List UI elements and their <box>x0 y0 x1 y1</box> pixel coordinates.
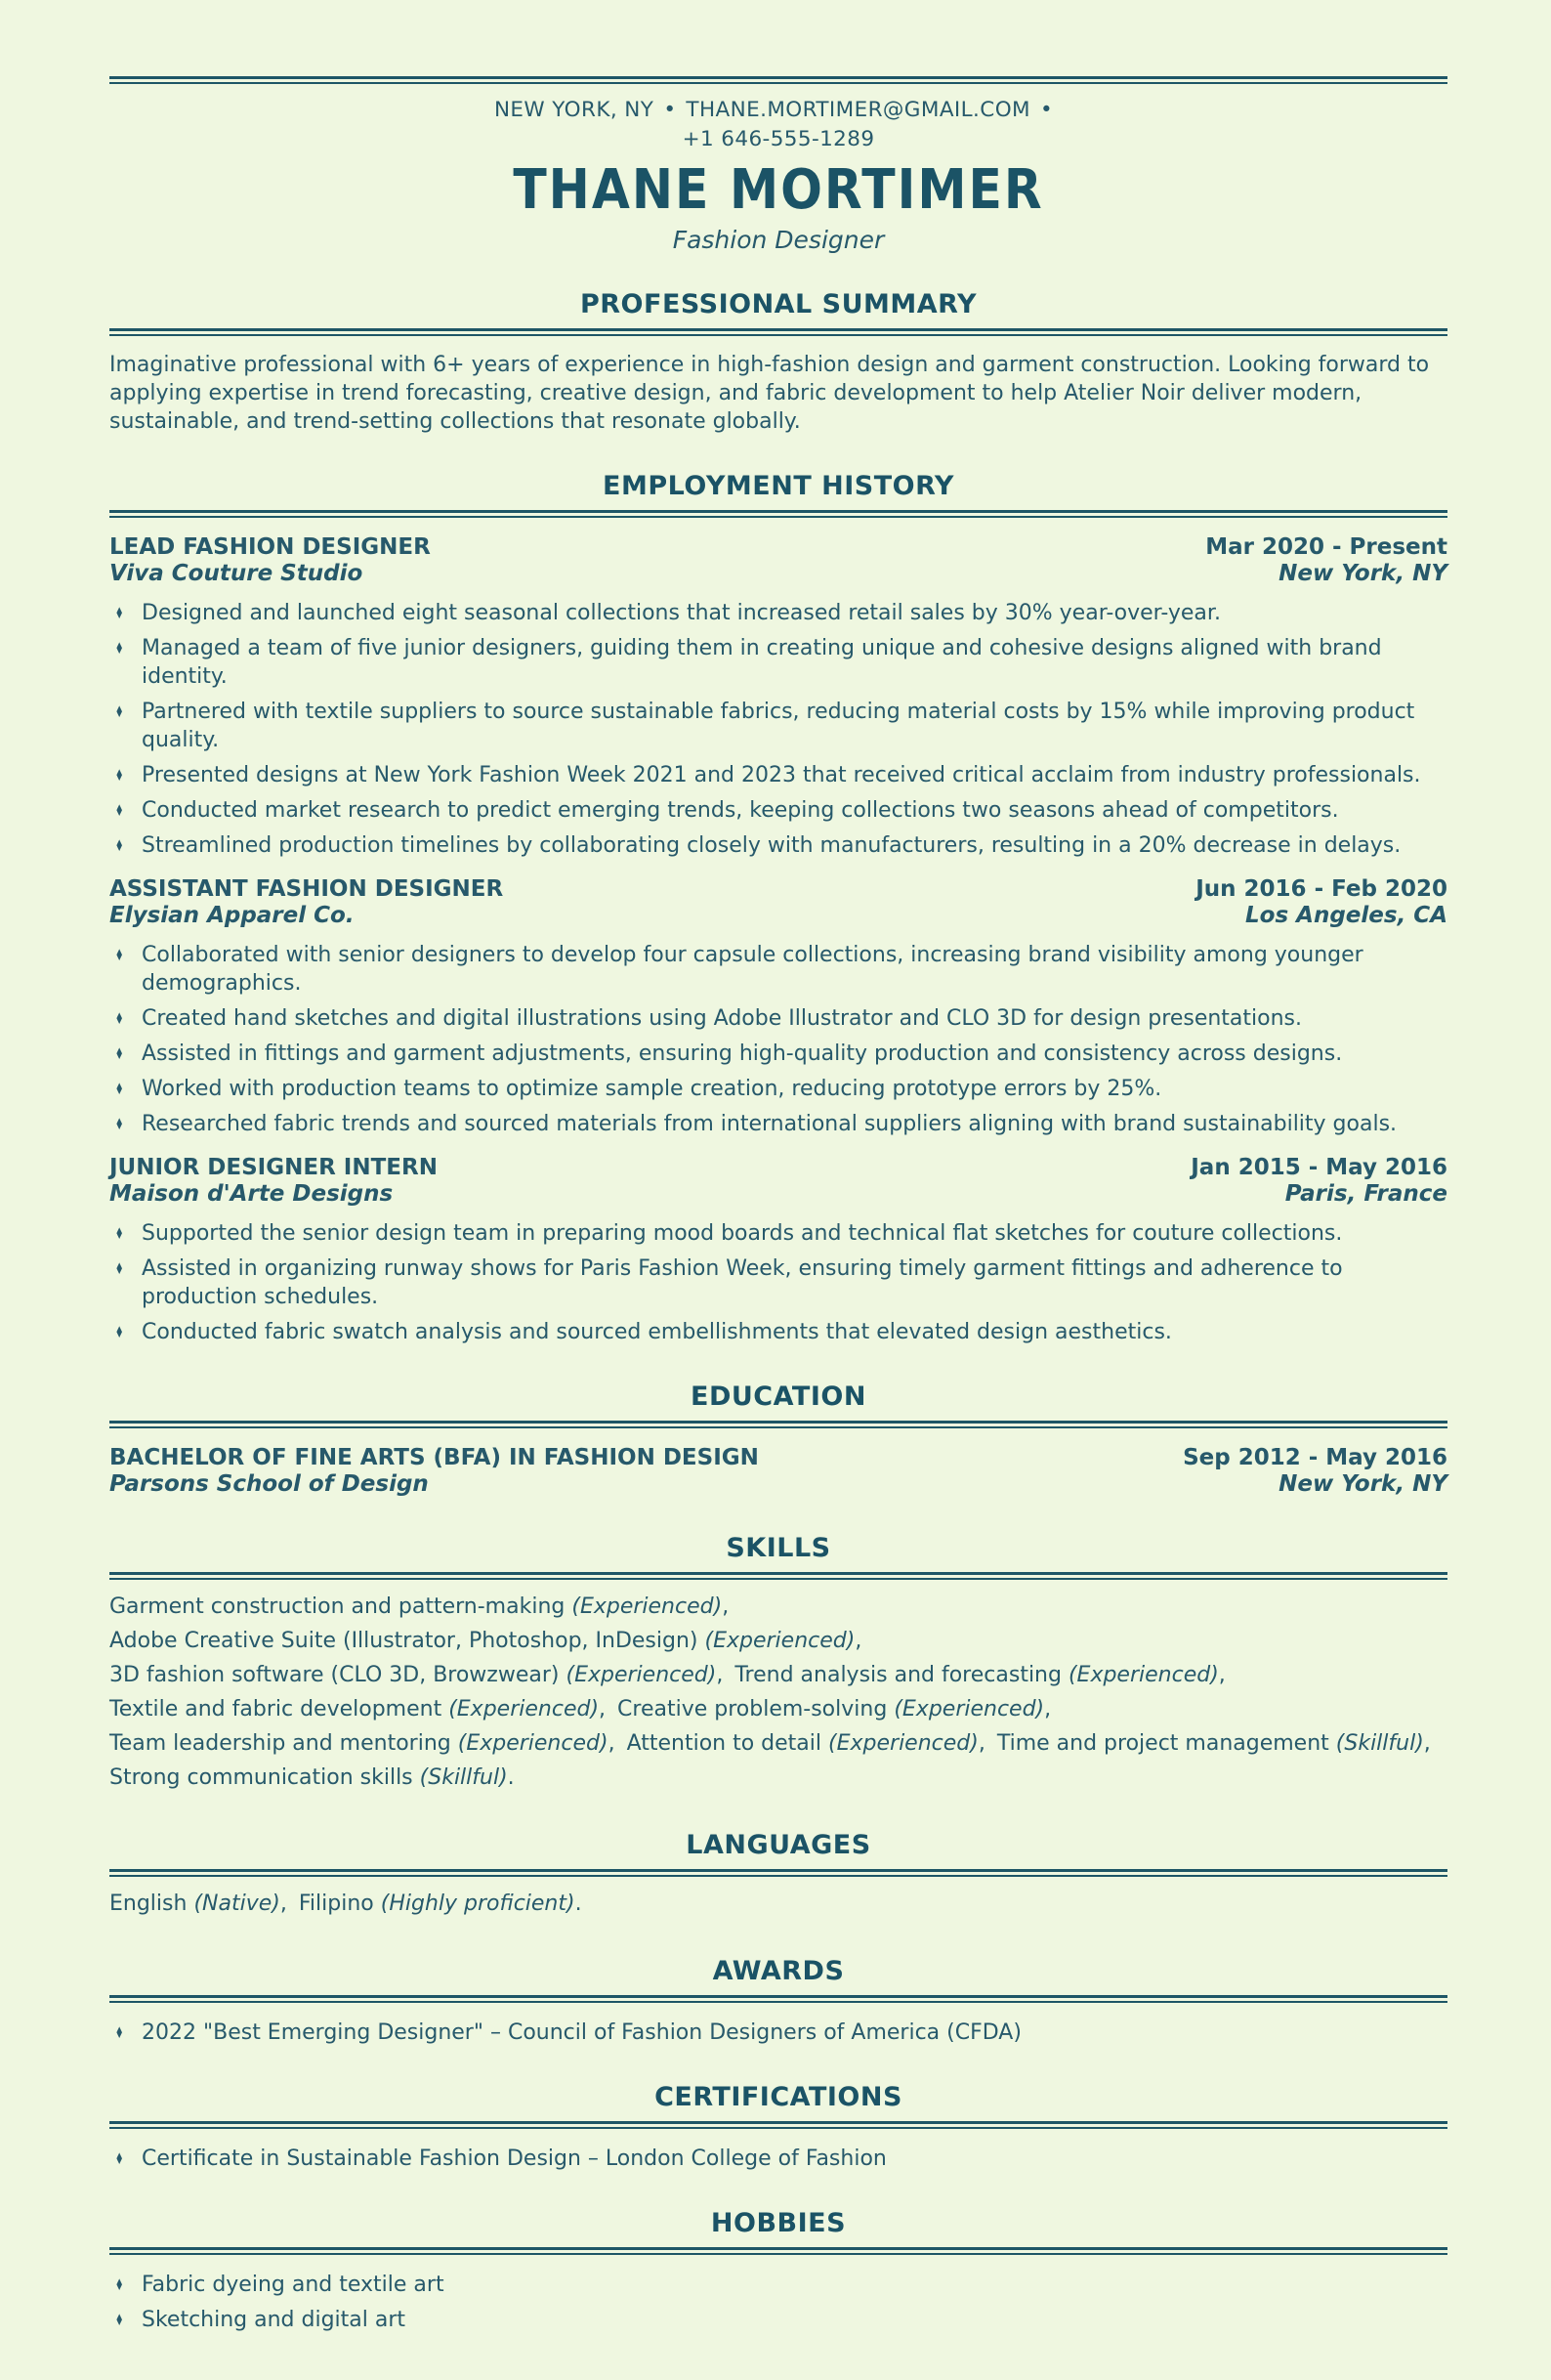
bullet-text: Assisted in organizing runway shows for Paris Fashion Week, ensuring timely garment fittings and adherence to production schedules. <box>142 1255 1343 1309</box>
language-name: English <box>109 1891 188 1916</box>
top-double-rule <box>109 76 1447 84</box>
language-separator: , <box>279 1891 287 1916</box>
skills-double-rule <box>109 1572 1447 1580</box>
education-double-rule <box>109 1421 1447 1428</box>
summary-double-rule <box>109 328 1447 336</box>
language-separator: . <box>574 1891 582 1916</box>
education-location: New York, NY <box>1279 1470 1447 1497</box>
skill-item <box>109 1624 861 1658</box>
contact-phone: +1 646-555-1289 <box>682 127 875 151</box>
diamond-bullet-icon: ♦ <box>114 945 124 964</box>
education-entry <box>109 1445 1447 1498</box>
bullet-text: Collaborated with senior designers to develop four capsule collections, increasing brand visibility among younger demographics. <box>142 942 1363 996</box>
skill-separator: , <box>722 1594 730 1619</box>
company-name: Viva Couture Studio <box>109 560 363 586</box>
bullet-text: Conducted fabric swatch analysis and sourced embellishments that elevated design aesthetics. <box>142 1319 1172 1344</box>
bullet-item <box>109 1040 1447 1068</box>
section-heading-certifications: CERTIFICATIONS <box>654 2081 902 2112</box>
skill-item <box>627 1726 985 1761</box>
diamond-bullet-icon: ♦ <box>114 1008 124 1028</box>
diamond-bullet-icon: ♦ <box>114 2310 124 2329</box>
bullet-text: Presented designs at New York Fashion Week 2021 and 2023 that received critical acclaim from industry professionals. <box>142 762 1421 787</box>
bullet-item <box>109 796 1447 825</box>
job-location: Paris, France <box>1284 1180 1447 1207</box>
diamond-bullet-icon: ♦ <box>114 800 124 820</box>
skill-separator: , <box>1423 1730 1431 1756</box>
skill-name: Garment construction and pattern-making <box>109 1594 566 1619</box>
bullet-item <box>109 2306 1447 2334</box>
diamond-bullet-icon: ♦ <box>114 2274 124 2294</box>
bullet-item <box>109 634 1447 691</box>
award-text: 2022 "Best Emerging Designer" – Council of Fashion Designers of America (CFDA) <box>142 2019 1022 2045</box>
job-dates: Mar 2020 - Present <box>1205 533 1447 560</box>
bullet-item <box>109 761 1447 789</box>
section-heading-skills: SKILLS <box>726 1532 831 1563</box>
skill-level: (Experienced) <box>828 1730 979 1756</box>
job-dates: Jun 2016 - Feb 2020 <box>1195 875 1447 902</box>
skill-name: Attention to detail <box>626 1730 822 1756</box>
hobby-text: Sketching and digital art <box>142 2307 406 2332</box>
section-heading-languages: LANGUAGES <box>686 1829 871 1860</box>
bullet-text: Partnered with textile suppliers to source sustainable fabrics, reducing material costs by 15% while improving product quality. <box>142 699 1415 752</box>
diamond-bullet-icon: ♦ <box>114 2022 124 2042</box>
section-heading-hobbies: HOBBIES <box>710 2207 847 2238</box>
skill-item <box>617 1692 1051 1726</box>
section-heading-employment: EMPLOYMENT HISTORY <box>603 470 954 501</box>
skill-item <box>109 1658 723 1692</box>
diamond-bullet-icon: ♦ <box>114 638 124 658</box>
skill-level: (Experienced) <box>1068 1662 1219 1687</box>
languages-double-rule <box>109 1869 1447 1877</box>
contact-location: NEW YORK, NY <box>493 98 654 122</box>
bullet-item <box>109 698 1447 754</box>
job-entry <box>109 876 1447 1138</box>
hobbies-double-rule <box>109 2247 1447 2255</box>
skill-item <box>734 1658 1225 1692</box>
contact-block <box>109 96 1447 154</box>
bullet-item <box>109 1254 1447 1311</box>
bullet-item <box>109 1075 1447 1103</box>
skill-name: Trend analysis and forecasting <box>734 1662 1062 1687</box>
dot-separator-icon: • <box>663 98 677 122</box>
skill-item <box>997 1726 1431 1761</box>
job-location: Los Angeles, CA <box>1245 902 1447 928</box>
bullet-item <box>109 1318 1447 1346</box>
hobbies-list <box>109 2271 1447 2334</box>
bullet-text: Supported the senior design team in preparing mood boards and technical flat sketches for couture collections. <box>142 1220 1343 1246</box>
hobby-text: Fabric dyeing and textile art <box>142 2272 444 2297</box>
dot-separator-icon: • <box>1039 98 1054 122</box>
language-level: (Highly proficient) <box>380 1891 575 1916</box>
skill-separator: . <box>507 1764 515 1790</box>
job-title: LEAD FASHION DESIGNER <box>109 533 431 560</box>
awards-list <box>109 2019 1447 2047</box>
summary-text: Imaginative professional with 6+ years of experience in high-fashion design and garment construction. Looking forward to applying expertise in trend forecasting, creative design, and fabric development to help Atelier Noir deliver modern, sustainable, and trend-setting collections that resonate globally. <box>109 352 1430 434</box>
job-title: JUNIOR DESIGNER INTERN <box>109 1154 438 1180</box>
skill-separator: , <box>1044 1696 1052 1721</box>
skill-level: (Experienced) <box>704 1628 856 1653</box>
skill-name: Strong communication skills <box>109 1764 413 1790</box>
language-item <box>109 1887 287 1921</box>
bullet-text: Managed a team of five junior designers, guiding them in creating unique and cohesive designs aligned with brand identity. <box>142 635 1382 689</box>
skill-level: (Skillful) <box>419 1764 508 1790</box>
skill-name: Time and project management <box>996 1730 1329 1756</box>
school-name: Parsons School of Design <box>109 1470 429 1497</box>
certifications-list <box>109 2145 1447 2173</box>
bullet-text: Researched fabric trends and sourced materials from international suppliers aligning with brand sustainability goals. <box>142 1111 1398 1136</box>
job-bullet-list <box>109 599 1447 860</box>
certification-text: Certificate in Sustainable Fashion Design – London College of Fashion <box>142 2146 887 2171</box>
bullet-text: Created hand sketches and digital illustrations using Adobe Illustrator and CLO 3D for design presentations. <box>142 1005 1303 1031</box>
employment-double-rule <box>109 510 1447 518</box>
job-location: New York, NY <box>1279 560 1447 586</box>
diamond-bullet-icon: ♦ <box>114 1322 124 1341</box>
skill-separator: , <box>855 1628 862 1653</box>
awards-double-rule <box>109 1995 1447 2003</box>
skill-separator: , <box>1218 1662 1226 1687</box>
education-dates: Sep 2012 - May 2016 <box>1183 1444 1447 1470</box>
bullet-text: Worked with production teams to optimize sample creation, reducing prototype errors by 25%. <box>142 1076 1162 1101</box>
bullet-item <box>109 1219 1447 1248</box>
skill-item <box>109 1590 729 1624</box>
skill-name: Textile and fabric development <box>109 1696 442 1721</box>
diamond-bullet-icon: ♦ <box>114 1043 124 1063</box>
skill-level: (Skillful) <box>1335 1730 1424 1756</box>
job-entry <box>109 1155 1447 1346</box>
bullet-item <box>109 1110 1447 1138</box>
skill-level: (Experienced) <box>457 1730 608 1756</box>
job-title: ASSISTANT FASHION DESIGNER <box>109 875 504 902</box>
company-name: Maison d'Arte Designs <box>109 1180 394 1207</box>
languages-list <box>109 1887 1447 1921</box>
bullet-item <box>109 1004 1447 1033</box>
candidate-title: Fashion Designer <box>672 225 885 254</box>
skill-item <box>109 1726 615 1761</box>
bullet-item <box>109 2019 1447 2047</box>
skill-name: 3D fashion software (CLO 3D, Browzwear) <box>109 1662 560 1687</box>
diamond-bullet-icon: ♦ <box>114 2148 124 2168</box>
diamond-bullet-icon: ♦ <box>114 1114 124 1133</box>
diamond-bullet-icon: ♦ <box>114 765 124 785</box>
bullet-text: Conducted market research to predict emerging trends, keeping collections two seasons ahead of competitors. <box>142 797 1339 823</box>
skill-level: (Experienced) <box>566 1662 717 1687</box>
bullet-item <box>109 2271 1447 2299</box>
skill-separator: , <box>716 1662 724 1687</box>
language-name: Filipino <box>298 1891 374 1916</box>
skill-name: Adobe Creative Suite (Illustrator, Photoshop, InDesign) <box>109 1628 698 1653</box>
contact-line-1 <box>109 96 1447 125</box>
bullet-text: Designed and launched eight seasonal collections that increased retail sales by 30% year-over-year. <box>142 600 1221 625</box>
bullet-item <box>109 599 1447 627</box>
candidate-name: THANE MORTIMER <box>513 158 1044 222</box>
job-bullet-list <box>109 1219 1447 1346</box>
skill-separator: , <box>608 1730 615 1756</box>
contact-email: THANE.MORTIMER@GMAIL.COM <box>686 98 1030 122</box>
skill-item <box>109 1761 515 1795</box>
skill-name: Creative problem-solving <box>617 1696 888 1721</box>
diamond-bullet-icon: ♦ <box>114 701 124 721</box>
language-item <box>299 1887 582 1921</box>
diamond-bullet-icon: ♦ <box>114 603 124 622</box>
bullet-text: Assisted in fittings and garment adjustments, ensuring high-quality production and consistency across designs. <box>142 1041 1343 1066</box>
bullet-text: Streamlined production timelines by collaborating closely with manufacturers, resulting in a 20% decrease in delays. <box>142 832 1402 858</box>
company-name: Elysian Apparel Co. <box>109 902 355 928</box>
section-heading-education: EDUCATION <box>691 1381 866 1412</box>
skill-level: (Experienced) <box>894 1696 1045 1721</box>
certifications-double-rule <box>109 2121 1447 2129</box>
diamond-bullet-icon: ♦ <box>114 1258 124 1278</box>
section-heading-awards: AWARDS <box>712 1955 845 1986</box>
job-dates: Jan 2015 - May 2016 <box>1191 1154 1447 1180</box>
bullet-item <box>109 831 1447 860</box>
skill-item <box>109 1692 606 1726</box>
diamond-bullet-icon: ♦ <box>114 1079 124 1098</box>
job-entry <box>109 534 1447 860</box>
degree-title: BACHELOR OF FINE ARTS (BFA) IN FASHION DESIGN <box>109 1444 759 1470</box>
skills-list <box>109 1590 1447 1795</box>
skill-name: Team leadership and mentoring <box>109 1730 451 1756</box>
skill-separator: , <box>978 1730 985 1756</box>
skill-level: (Experienced) <box>571 1594 723 1619</box>
skill-level: (Experienced) <box>448 1696 600 1721</box>
bullet-item <box>109 941 1447 998</box>
skill-separator: , <box>599 1696 607 1721</box>
section-heading-summary: PROFESSIONAL SUMMARY <box>579 288 978 319</box>
language-level: (Native) <box>193 1891 280 1916</box>
diamond-bullet-icon: ♦ <box>114 1223 124 1243</box>
bullet-item <box>109 2145 1447 2173</box>
diamond-bullet-icon: ♦ <box>114 835 124 855</box>
job-bullet-list <box>109 941 1447 1138</box>
